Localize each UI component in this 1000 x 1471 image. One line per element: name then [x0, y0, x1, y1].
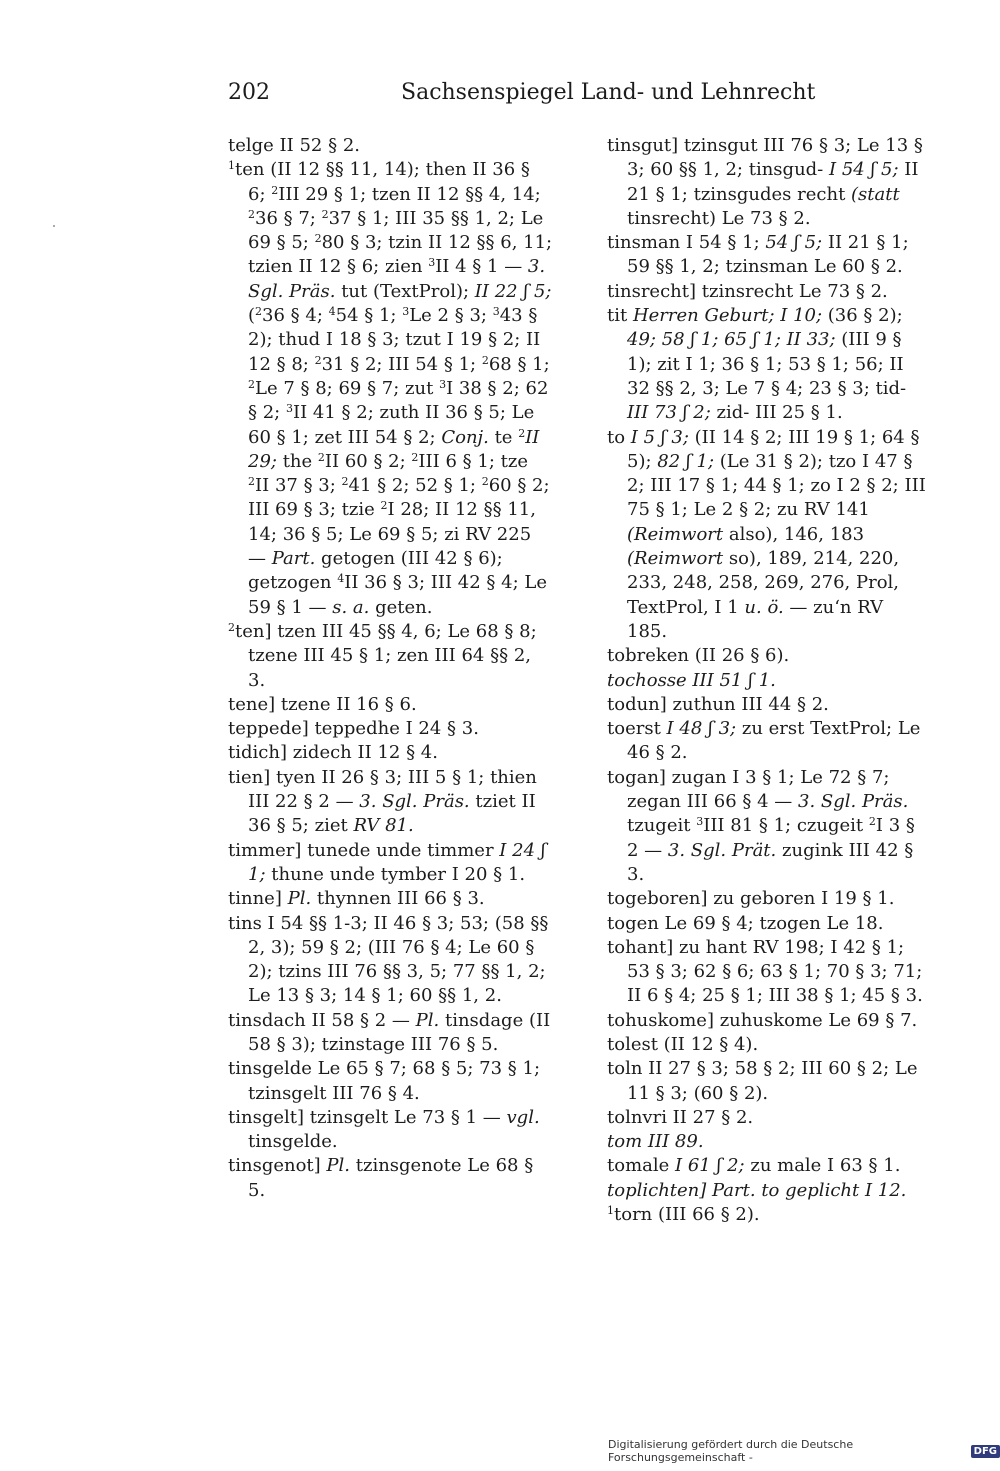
index-entry: $^1$torn (III 66 § 2). — [607, 1204, 760, 1226]
scan-speck — [53, 225, 55, 227]
index-entry: $^2$ten] tzen III 45 §§ 4, 6; Le 68 § 8; tzene III 45 § 1; zen III 64 §§ 2, 3. — [228, 620, 537, 691]
index-entry: tene] tzene II 16 § 6. — [228, 693, 417, 715]
running-title: Sachsenspiegel Land- und Lehnrecht — [401, 80, 816, 105]
index-entry: tohant] zu hant RV 198; I 42 § 1; 53 § 3; 62 § 6; 63 § 1; 70 § 3; 71; II 6 § 4; 25 § 1; III 38 § 1; 45 § 3. — [607, 936, 923, 1007]
index-entry: tom III 89. — [607, 1131, 704, 1153]
index-column-left — [228, 134, 553, 1203]
index-entry: togeboren] zu geboren I 19 § 1. — [607, 888, 895, 910]
index-entry: tolest (II 12 § 4). — [607, 1033, 759, 1055]
index-entry: $^1$ten (II 12 §§ 11, 14); then II 36 § 6; $^2$III 29 § 1; tzen II 12 §§ 4, 14; $^2$36 § 7; $^2$37 § 1; III 35 §§ 1, 2; Le 69 § 5; $^2$80 § 3; tzin II 12 §§ 6, 11; tzien II 12 § 6; zien $^3$II 4 § 1 — 3. Sgl. Präs. tut (TextProl); II 22 ʃ 5; ($^2$36 § 4; $^4$54 § 1; $^3$Le 2 § 3; $^3$43 § 2); thud I 18 § 3; tzut I 19 § 2; II 12 § 8; $^2$31 § 2; III 54 § 1; $^2$68 § 1; $^2$Le 7 § 8; 69 § 7; zut $^3$I 38 § 2; 62 § 2; $^3$II 41 § 2; zuth II 36 § 5; Le 60 § 1; zet III 54 § 2; Conj. te $^2$II 29; the $^2$II 60 § 2; $^2$III 6 § 1; tze $^2$II 37 § 3; $^2$41 § 2; 52 § 1; $^2$60 § 2; III 69 § 3; tzie $^2$I 28; II 12 §§ 11, 14; 36 § 5; Le 69 § 5; zi RV 225 — Part. getogen (III 42 § 6); getzogen $^4$II 36 § 3; III 42 § 4; Le 59 § 1 — s. a. geten. — [228, 159, 553, 618]
index-entry: tinne] Pl. thynnen III 66 § 3. — [228, 888, 485, 910]
index-entry: toerst I 48 ʃ 3; zu erst TextProl; Le 46 § 2. — [607, 718, 921, 764]
dfg-logo: DFG — [971, 1445, 1000, 1458]
index-entry: tit Herren Geburt; I 10; (36 § 2); 49; 58 ʃ 1; 65 ʃ 1; II 33; (III 9 § 1); zit I 1; 36 § 1; 53 § 1; 56; II 32 §§ 2, 3; Le 7 § 4; 23 § 3; tid- III 73 ʃ 2; zid- III 25 § 1. — [607, 305, 907, 424]
index-entry: togan] zugan I 3 § 1; Le 72 § 7; zegan III 66 § 4 — 3. Sgl. Präs. tzugeit $^3$III 81 § 1; czugeit $^2$I 3 § 2 — 3. Sgl. Prät. zugink III 42 § 3. — [607, 766, 915, 885]
index-entry: tinsgenot] Pl. tzinsgenote Le 68 § 5. — [228, 1155, 534, 1201]
index-entry: togen Le 69 § 4; tzogen Le 18. — [607, 912, 884, 934]
index-column-right — [607, 134, 927, 1227]
index-entry: tobreken (II 26 § 6). — [607, 645, 790, 667]
footer-text: Digitalisierung gefördert durch die Deutsche Forschungsgemeinschaft - — [608, 1438, 854, 1464]
index-entry: tidich] zidech II 12 § 4. — [228, 742, 438, 764]
dfg-footer — [608, 1438, 1000, 1464]
index-entry: to I 5 ʃ 3; (II 14 § 2; III 19 § 1; 64 § 5); 82 ʃ 1; (Le 31 § 2); tzo I 47 § 2; III 17 § 1; 44 § 1; zo I 2 § 2; III 75 § 1; Le 2 § 2; zu RV 141 (Reimwort also), 146, 183 (Reimwort so), 189, 214, 220, 233, 248, 258, 269, 276, Prol, TextProl, I 1 u. ö. — zu‘n RV 185. — [607, 426, 926, 642]
index-entry: toplichten] Part. to geplicht I 12. — [607, 1179, 907, 1201]
index-entry: tinsman I 54 § 1; 54 ʃ 5; II 21 § 1; 59 §§ 1, 2; tzinsman Le 60 § 2. — [607, 232, 909, 278]
index-entry: tolnvri II 27 § 2. — [607, 1106, 754, 1128]
index-entry: todun] zuthun III 44 § 2. — [607, 693, 829, 715]
index-entry: timmer] tunede unde timmer I 24 ʃ 1; thune unde tymber I 20 § 1. — [228, 839, 546, 885]
index-entry: tinsgelde Le 65 § 7; 68 § 5; 73 § 1; tzinsgelt III 76 § 4. — [228, 1058, 541, 1104]
page-number: 202 — [228, 80, 270, 105]
index-entry: toln II 27 § 3; 58 § 2; III 60 § 2; Le 11 § 3; (60 § 2). — [607, 1058, 918, 1104]
index-entry: tinsdach II 58 § 2 — Pl. tinsdage (II 58 § 3); tzinstage III 76 § 5. — [228, 1009, 551, 1055]
index-entry: tien] tyen II 26 § 3; III 5 § 1; thien III 22 § 2 — 3. Sgl. Präs. tziet II 36 § 5; ziet RV 81. — [228, 766, 537, 837]
index-entry: teppede] teppedhe I 24 § 3. — [228, 718, 479, 740]
index-entry: tinsgelt] tzinsgelt Le 73 § 1 — vgl. tinsgelde. — [228, 1106, 540, 1153]
index-entry: tomale I 61 ʃ 2; zu male I 63 § 1. — [607, 1155, 901, 1177]
index-entry: tinsrecht] tzinsrecht Le 73 § 2. — [607, 280, 888, 302]
index-entry: tinsgut] tzinsgut III 76 § 3; Le 13 § 3; 60 §§ 1, 2; tinsgud- I 54 ʃ 5; II 21 § 1; tzinsgudes recht (statt tinsrecht) Le 73 § 2. — [607, 135, 923, 229]
index-entry: tins I 54 §§ 1-3; II 46 § 3; 53; (58 §§ 2, 3); 59 § 2; (III 76 § 4; Le 60 § 2); tzins III 76 §§ 3, 5; 77 §§ 1, 2; Le 13 § 3; 14 § 1; 60 §§ 1, 2. — [228, 912, 549, 1007]
index-entry: tohuskome] zuhuskome Le 69 § 7. — [607, 1009, 918, 1031]
index-entry: telge II 52 § 2. — [228, 135, 361, 156]
index-entry: tochosse III 51 ʃ 1. — [607, 669, 776, 691]
